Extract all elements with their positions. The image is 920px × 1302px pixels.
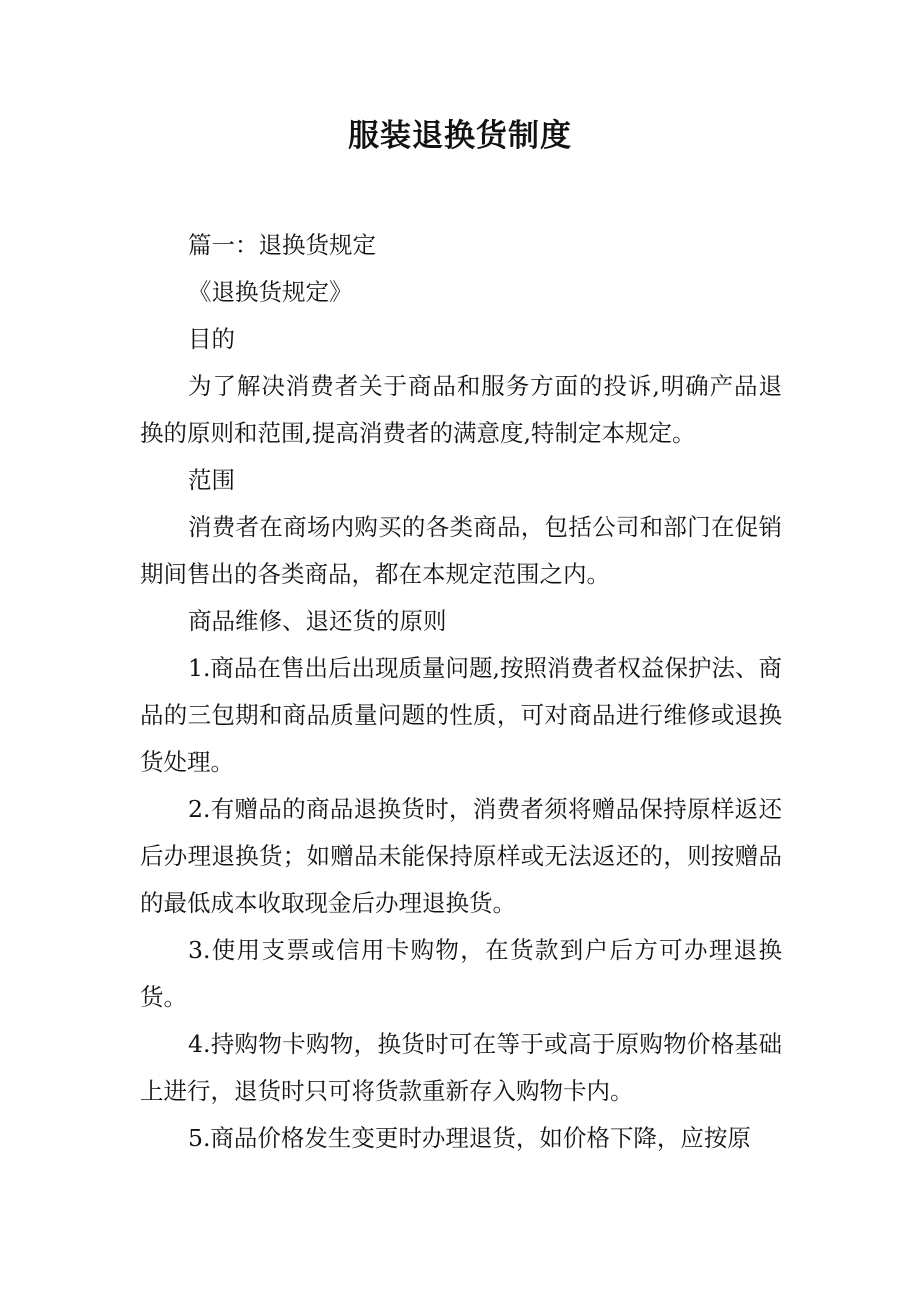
document-body <box>140 222 782 1162</box>
paragraph-scope-heading: 范围 <box>188 466 235 494</box>
paragraph-purpose-text: 为了解决消费者关于商品和服务方面的投诉,明确产品退换的原则和范围,提高消费者的满意度,特制定本规定。 <box>140 372 782 447</box>
paragraph-rule-3: 3.使用支票或信用卡购物，在货款到户后方可办理退换货。 <box>140 936 782 1011</box>
paragraph-rule-4: 4.持购物卡购物，换货时可在等于或高于原购物价格基础上进行，退货时只可将货款重新存入购物卡内。 <box>140 1030 782 1105</box>
paragraph-purpose-heading: 目的 <box>188 325 235 353</box>
paragraph-rule-2: 2.有赠品的商品退换货时，消费者须将赠品保持原样返还后办理退换货；如赠品未能保持原样或无法返还的，则按赠品的最低成本收取现金后办理退换货。 <box>140 795 782 917</box>
document-title: 服装退换货制度 <box>348 118 572 154</box>
paragraph-rule-5: 5.商品价格发生变更时办理退货，如价格下降，应按原 <box>188 1124 751 1152</box>
paragraph-regulation-name: 《退换货规定》 <box>188 278 353 306</box>
paragraph-section-heading: 篇一：退换货规定 <box>188 231 376 259</box>
paragraph-scope-text: 消费者在商场内购买的各类商品，包括公司和部门在促销期间售出的各类商品，都在本规定范围之内。 <box>140 513 782 588</box>
paragraph-rule-1: 1.商品在售出后出现质量问题,按照消费者权益保护法、商品的三包期和商品质量问题的性质，可对商品进行维修或退换货处理。 <box>140 654 782 776</box>
paragraph-principles-heading: 商品维修、退还货的原则 <box>188 607 447 635</box>
